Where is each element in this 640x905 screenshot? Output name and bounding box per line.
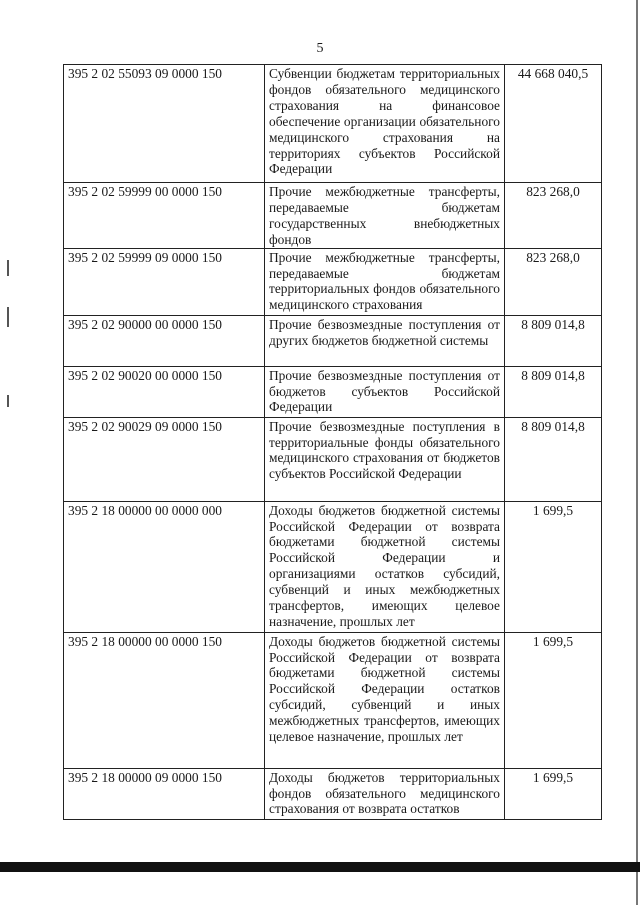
scan-margin-mark xyxy=(7,260,9,276)
table-row xyxy=(64,183,602,249)
amount-value: 823 268,0 xyxy=(505,248,602,315)
classification-code: 395 2 02 59999 09 0000 150 xyxy=(64,248,265,315)
classification-code: 395 2 02 90029 09 0000 150 xyxy=(64,417,265,501)
table-row xyxy=(64,501,602,632)
income-description: Прочие межбюджетные трансферты, передаваемые бюджетам государственных внебюджетных фондов xyxy=(265,183,505,249)
table-row xyxy=(64,366,602,417)
classification-code: 395 2 18 00000 09 0000 150 xyxy=(64,768,265,819)
classification-code: 395 2 18 00000 00 0000 000 xyxy=(64,501,265,632)
amount-value: 1 699,5 xyxy=(505,632,602,768)
income-description: Прочие безвозмездные поступления в территориальные фонды обязательного медицинского страхования от бюджетов субъектов Российской Федерации xyxy=(265,417,505,501)
classification-code: 395 2 02 59999 00 0000 150 xyxy=(64,183,265,249)
amount-value: 8 809 014,8 xyxy=(505,366,602,417)
income-description: Прочие межбюджетные трансферты, передаваемые бюджетам территориальных фондов обязательного медицинского страхования xyxy=(265,248,505,315)
classification-code: 395 2 18 00000 00 0000 150 xyxy=(64,632,265,768)
scan-margin-mark xyxy=(7,307,9,327)
amount-value: 1 699,5 xyxy=(505,768,602,819)
amount-value: 44 668 040,5 xyxy=(505,65,602,183)
page-number: 5 xyxy=(316,41,324,56)
scan-bottom-bar xyxy=(0,862,640,872)
budget-classification-table xyxy=(63,64,602,820)
income-description: Прочие безвозмездные поступления от бюджетов субъектов Российской Федерации xyxy=(265,366,505,417)
scan-edge-line xyxy=(636,0,638,905)
income-description: Доходы бюджетов бюджетной системы Российской Федерации от возврата бюджетами бюджетной системы Российской Федерации и организациями остатков субсидий, субвенций и иных межбюджетных трансфертов, имеющих целевое назначение, прошлых лет xyxy=(265,501,505,632)
table-row xyxy=(64,65,602,183)
table-row xyxy=(64,632,602,768)
classification-code: 395 2 02 90020 00 0000 150 xyxy=(64,366,265,417)
table-row xyxy=(64,315,602,366)
table-row xyxy=(64,248,602,315)
amount-value: 1 699,5 xyxy=(505,501,602,632)
income-description: Прочие безвозмездные поступления от других бюджетов бюджетной системы xyxy=(265,315,505,366)
classification-code: 395 2 02 90000 00 0000 150 xyxy=(64,315,265,366)
amount-value: 8 809 014,8 xyxy=(505,315,602,366)
income-description: Субвенции бюджетам территориальных фондов обязательного медицинского страхования на финансовое обеспечение организации обязательного медицинского страхования на территориях субъектов Российской Федерации xyxy=(265,65,505,183)
income-description: Доходы бюджетов территориальных фондов обязательного медицинского страхования от возврата остатков xyxy=(265,768,505,819)
amount-value: 8 809 014,8 xyxy=(505,417,602,501)
table-row xyxy=(64,768,602,819)
income-description: Доходы бюджетов бюджетной системы Российской Федерации от возврата бюджетами бюджетной системы Российской Федерации остатков субсидий, субвенций и иных межбюджетных трансфертов, имеющих целевое назначение, прошлых лет xyxy=(265,632,505,768)
classification-code: 395 2 02 55093 09 0000 150 xyxy=(64,65,265,183)
scan-margin-mark xyxy=(7,395,9,407)
amount-value: 823 268,0 xyxy=(505,183,602,249)
table-row xyxy=(64,417,602,501)
